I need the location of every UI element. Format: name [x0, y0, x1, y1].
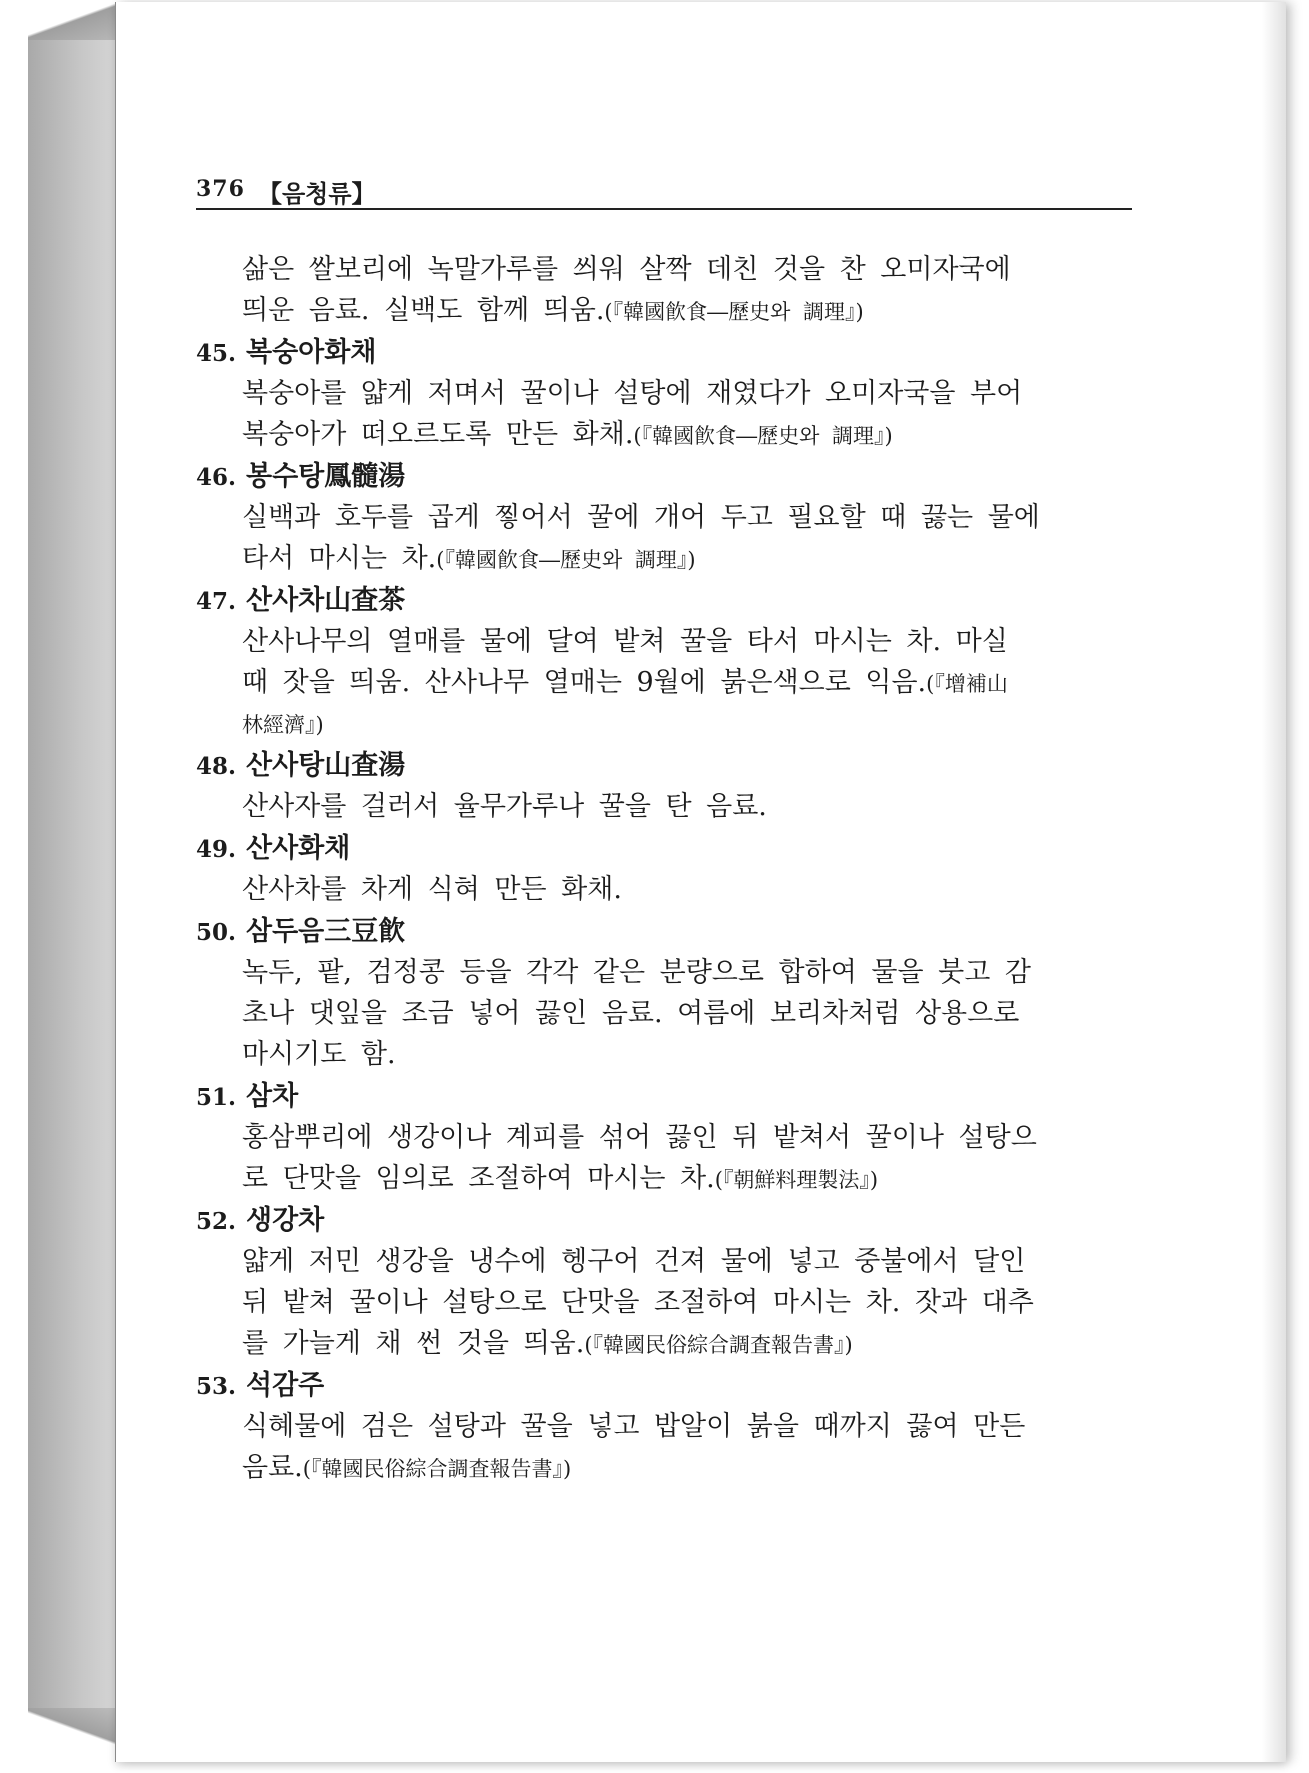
body-line: [242, 1242, 1025, 1282]
entry-title: 산사차山査茶: [246, 585, 406, 616]
body-line: [242, 1407, 1025, 1447]
body-line: [242, 1324, 853, 1365]
body-text: 를 가늘게 채 썬 것을 띄움.: [242, 1328, 585, 1359]
body-text: 복숭아가 떠오르도록 만든 화채.: [242, 419, 634, 450]
body-text: 얇게 저민 생강을 냉수에 헹구어 건져 물에 넣고 중불에서 달인: [242, 1246, 1026, 1277]
page-header: [196, 176, 1132, 212]
body-line: [242, 498, 1040, 538]
body-line: [242, 1118, 1037, 1158]
entry-number: 49.: [196, 836, 237, 863]
reference: (『增補山: [926, 672, 1008, 696]
entry-title: 삼두음三豆飮: [246, 916, 406, 947]
book-edge: [28, 38, 118, 1738]
body-line: [242, 1035, 396, 1075]
entry-heading: [196, 829, 350, 870]
reference: 林經濟』): [242, 713, 324, 737]
body-text: 산사차를 차게 식혀 만든 화채.: [242, 874, 622, 905]
entry-title: 생강차: [246, 1205, 325, 1236]
entry-title: 봉수탕鳳髓湯: [246, 461, 406, 492]
body-text: 산사자를 걸러서 율무가루나 꿀을 탄 음료.: [242, 791, 767, 822]
page-number: 376: [196, 176, 245, 202]
body-line: [242, 663, 1008, 704]
body-text: 산사나무의 열매를 물에 달여 밭쳐 꿀을 타서 마시는 차. 마실: [242, 626, 1008, 657]
body-line: [242, 622, 1008, 662]
entry-title: 산사탕山査湯: [246, 750, 406, 781]
body-line: [242, 1159, 878, 1200]
entry-title: 석감주: [246, 1370, 325, 1401]
entry-number: 53.: [196, 1373, 237, 1400]
entry-number: 47.: [196, 588, 237, 615]
entry-heading: [196, 1366, 324, 1407]
entry-heading: [196, 581, 405, 622]
page-shadow: [1262, 2, 1286, 1762]
book-edge-bottom: [28, 1708, 118, 1748]
body-text: 타서 마시는 차.: [242, 543, 437, 574]
body-line: [242, 250, 1011, 290]
entry-heading: [196, 333, 376, 374]
body-text: 복숭아를 얇게 저며서 꿀이나 설탕에 재였다가 오미자국을 부어: [242, 378, 1023, 409]
body-text: 음료.: [242, 1452, 303, 1483]
body-line: [242, 953, 1031, 993]
body-text: 로 단맛을 임의로 조절하여 마시는 차.: [242, 1163, 715, 1194]
reference: (『韓國飮食―歷史와 調理』): [604, 300, 864, 324]
body-line: [242, 374, 1022, 414]
reference: (『韓國民俗綜合調査報告書』): [584, 1333, 853, 1357]
body-line: [242, 870, 622, 910]
reference: (『韓國飮食―歷史와 調理』): [633, 424, 893, 448]
entry-number: 45.: [196, 340, 237, 367]
body-text: 홍삼뿌리에 생강이나 계피를 섞어 끓인 뒤 밭쳐서 꿀이나 설탕으: [242, 1122, 1037, 1153]
body-text: 삶은 쌀보리에 녹말가루를 씌워 살짝 데친 것을 찬 오미자국에: [242, 254, 1011, 285]
entry-heading: [196, 746, 405, 787]
entry-title: 삼차: [246, 1081, 299, 1112]
body-text: 초나 댓잎을 조금 넣어 끓인 음료. 여름에 보리차처럼 상용으로: [242, 998, 1020, 1029]
reference: (『朝鮮料理製法』): [714, 1168, 879, 1192]
body-text: 뒤 밭쳐 꿀이나 설탕으로 단맛을 조절하여 마시는 차. 잣과 대추: [242, 1287, 1034, 1318]
body-line: [242, 994, 1019, 1034]
entry-heading: [196, 1077, 298, 1118]
entry-number: 51.: [196, 1084, 237, 1111]
body-text: 식혜물에 검은 설탕과 꿀을 넣고 밥알이 붉을 때까지 끓여 만든: [242, 1411, 1026, 1442]
body-line: [242, 539, 696, 580]
body-text: 마시기도 함.: [242, 1039, 396, 1070]
body-line: [242, 787, 767, 827]
entry-number: 50.: [196, 919, 237, 946]
body-text: 실백과 호두를 곱게 찧어서 꿀에 개어 두고 필요할 때 끓는 물에: [242, 502, 1040, 533]
entry-number: 46.: [196, 464, 237, 491]
body-text: 녹두, 팥, 검정콩 등을 각각 같은 분량으로 합하여 물을 붓고 감: [242, 957, 1031, 988]
body-text: 때 잣을 띄움. 산사나무 열매는 9월에 붉은색으로 익음.: [242, 667, 927, 698]
body-text: 띄운 음료. 실백도 함께 띄움.: [242, 295, 605, 326]
body-line: [242, 291, 864, 332]
body-line: [242, 415, 893, 456]
book-edge-top: [28, 0, 118, 40]
entry-number: 48.: [196, 753, 237, 780]
entry-title: 산사화채: [246, 833, 351, 864]
body-line: [242, 704, 324, 745]
header-rule: [196, 208, 1132, 210]
body-line: [242, 1283, 1034, 1323]
entry-title: 복숭아화채: [246, 337, 377, 368]
entry-heading: [196, 457, 405, 498]
body-line: [242, 1448, 571, 1489]
entry-number: 52.: [196, 1208, 237, 1235]
reference: (『韓國飮食―歷史와 調理』): [436, 548, 696, 572]
entry-heading: [196, 1201, 324, 1242]
entry-heading: [196, 912, 405, 953]
section-title: 【음청류】: [258, 179, 376, 208]
reference: (『韓國民俗綜合調査報告書』): [302, 1457, 572, 1481]
